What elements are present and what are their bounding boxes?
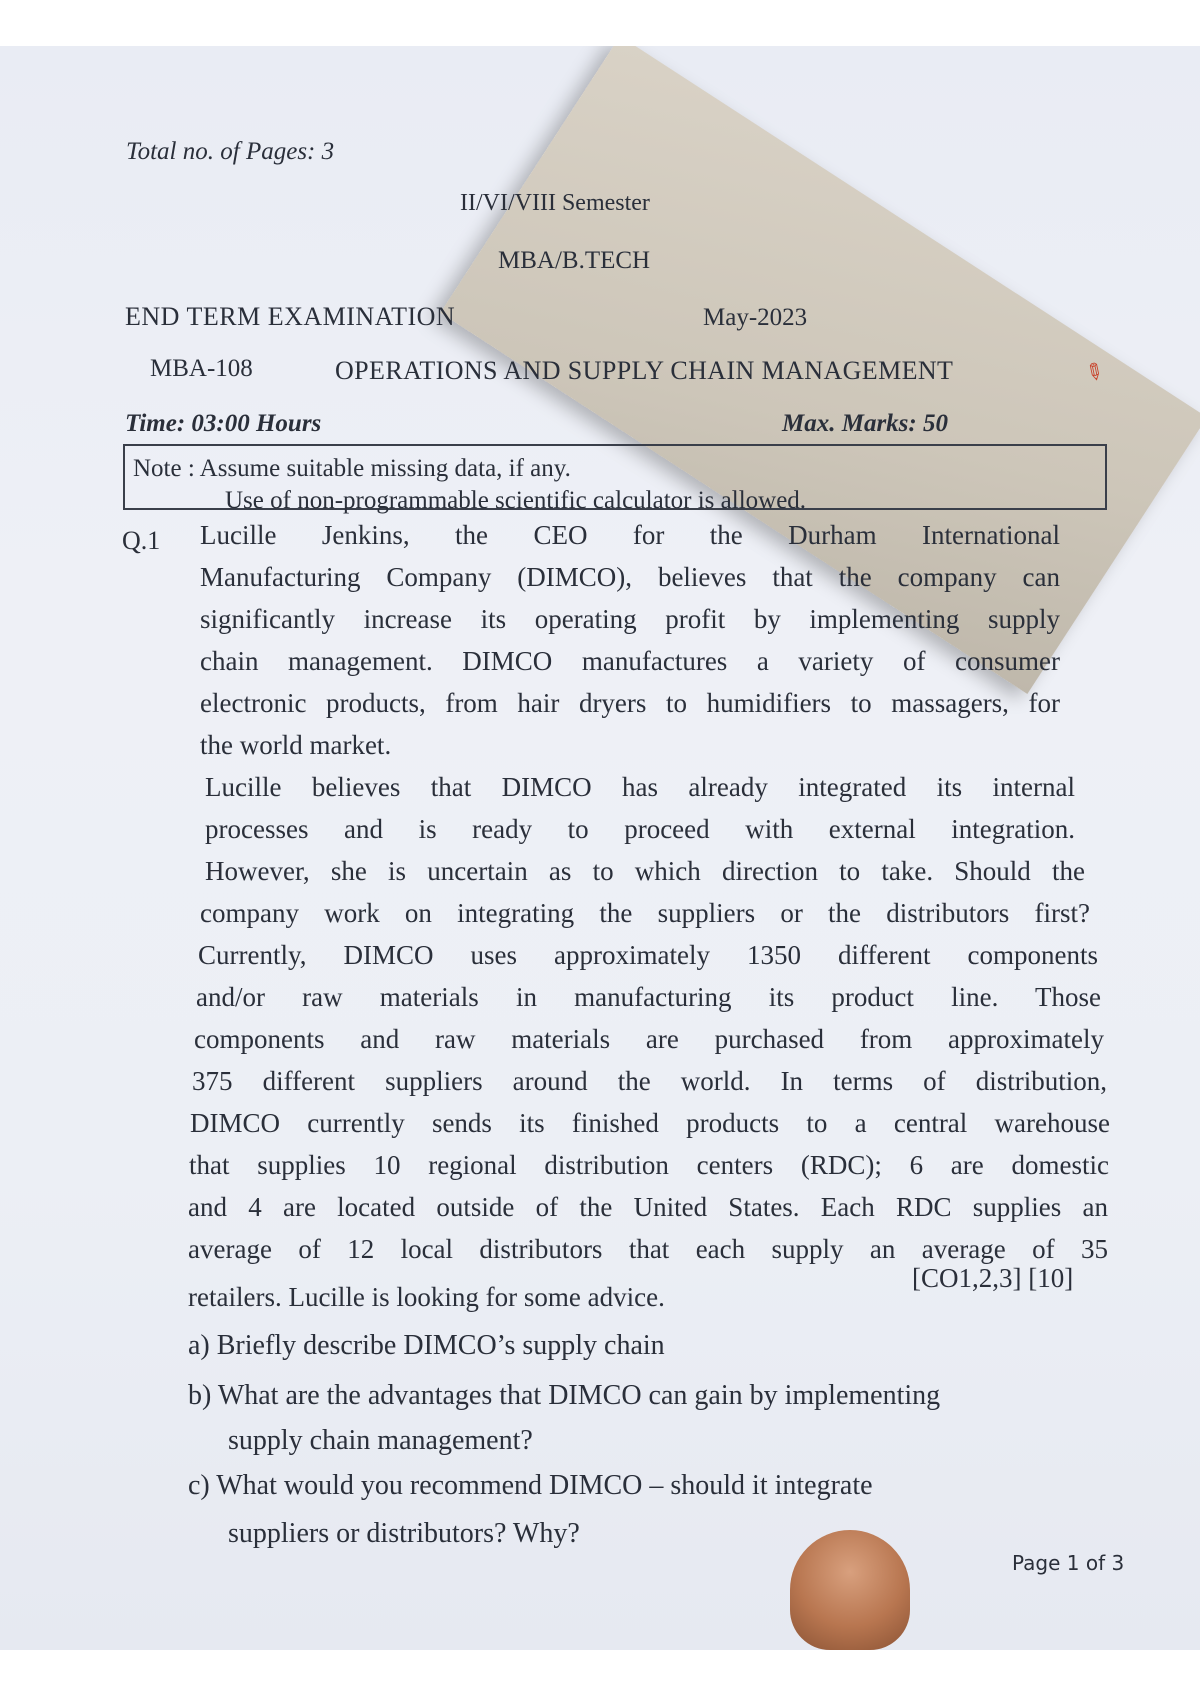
para2-line: DIMCO currently sends its finished products to a central warehouse	[190, 1108, 1110, 1138]
question-number: Q.1	[122, 526, 161, 555]
semester: II/VI/VIII Semester	[460, 190, 650, 216]
note-line-1: Note : Assume suitable missing data, if any.	[133, 455, 571, 482]
logo-mark-icon: ✎	[1079, 357, 1109, 389]
page-number: Page 1 of 3	[1012, 1551, 1125, 1575]
question-part-c: c) What would you recommend DIMCO – should it integrate	[188, 1470, 873, 1501]
para2-line: and 4 are located outside of the United States. Each RDC supplies an	[188, 1192, 1108, 1222]
para1-line: chain management. DIMCO manufactures a variety of consumer	[200, 646, 1060, 676]
exam-type: END TERM EXAMINATION	[125, 302, 456, 331]
max-marks: Max. Marks: 50	[782, 410, 948, 437]
para2-line: components and raw materials are purchased from approximately	[194, 1024, 1104, 1054]
para1-line: the world market.	[200, 730, 392, 760]
total-pages: Total no. of Pages: 3	[126, 138, 335, 165]
question-part-c-cont: suppliers or distributors? Why?	[228, 1518, 580, 1549]
exam-date: May-2023	[703, 304, 808, 331]
course-code: MBA-108	[150, 355, 253, 382]
para2-line: 375 different suppliers around the world. In terms of distribution,	[192, 1066, 1107, 1096]
course-title: OPERATIONS AND SUPPLY CHAIN MANAGEMENT	[335, 356, 954, 385]
para2-line: Currently, DIMCO uses approximately 1350 different components	[198, 940, 1098, 970]
para2-line: processes and is ready to proceed with external integration.	[205, 814, 1075, 844]
para2-line: company work on integrating the suppliers or the distributors first?	[200, 898, 1090, 928]
question-part-b-cont: supply chain management?	[228, 1425, 533, 1456]
co-marks: [CO1,2,3] [10]	[912, 1263, 1074, 1293]
program: MBA/B.TECH	[498, 247, 651, 274]
para2-line: that supplies 10 regional distribution centers (RDC); 6 are domestic	[189, 1150, 1109, 1180]
exam-time: Time: 03:00 Hours	[125, 410, 322, 437]
para2-line: retailers. Lucille is looking for some advice.	[188, 1282, 665, 1312]
para2-line: However, she is uncertain as to which direction to take. Should the	[205, 856, 1085, 886]
note-line-2: Use of non-programmable scientific calculator is allowed.	[225, 487, 807, 514]
para1-line: Lucille Jenkins, the CEO for the Durham International	[200, 520, 1060, 550]
para2-line: Lucille believes that DIMCO has already integrated its internal	[205, 772, 1075, 802]
para1-line: Manufacturing Company (DIMCO), believes that the company can	[200, 562, 1060, 592]
para1-line: significantly increase its operating profit by implementing supply	[200, 604, 1060, 634]
question-part-b: b) What are the advantages that DIMCO can gain by implementing	[188, 1380, 941, 1411]
para2-line: and/or raw materials in manufacturing its product line. Those	[196, 982, 1101, 1012]
thumb-shadow	[790, 1530, 910, 1650]
para1-line: electronic products, from hair dryers to humidifiers to massagers, for	[200, 688, 1060, 718]
question-part-a: a) Briefly describe DIMCO’s supply chain	[188, 1330, 665, 1361]
para2-line: average of 12 local distributors that each supply an average of 35	[188, 1234, 1108, 1264]
